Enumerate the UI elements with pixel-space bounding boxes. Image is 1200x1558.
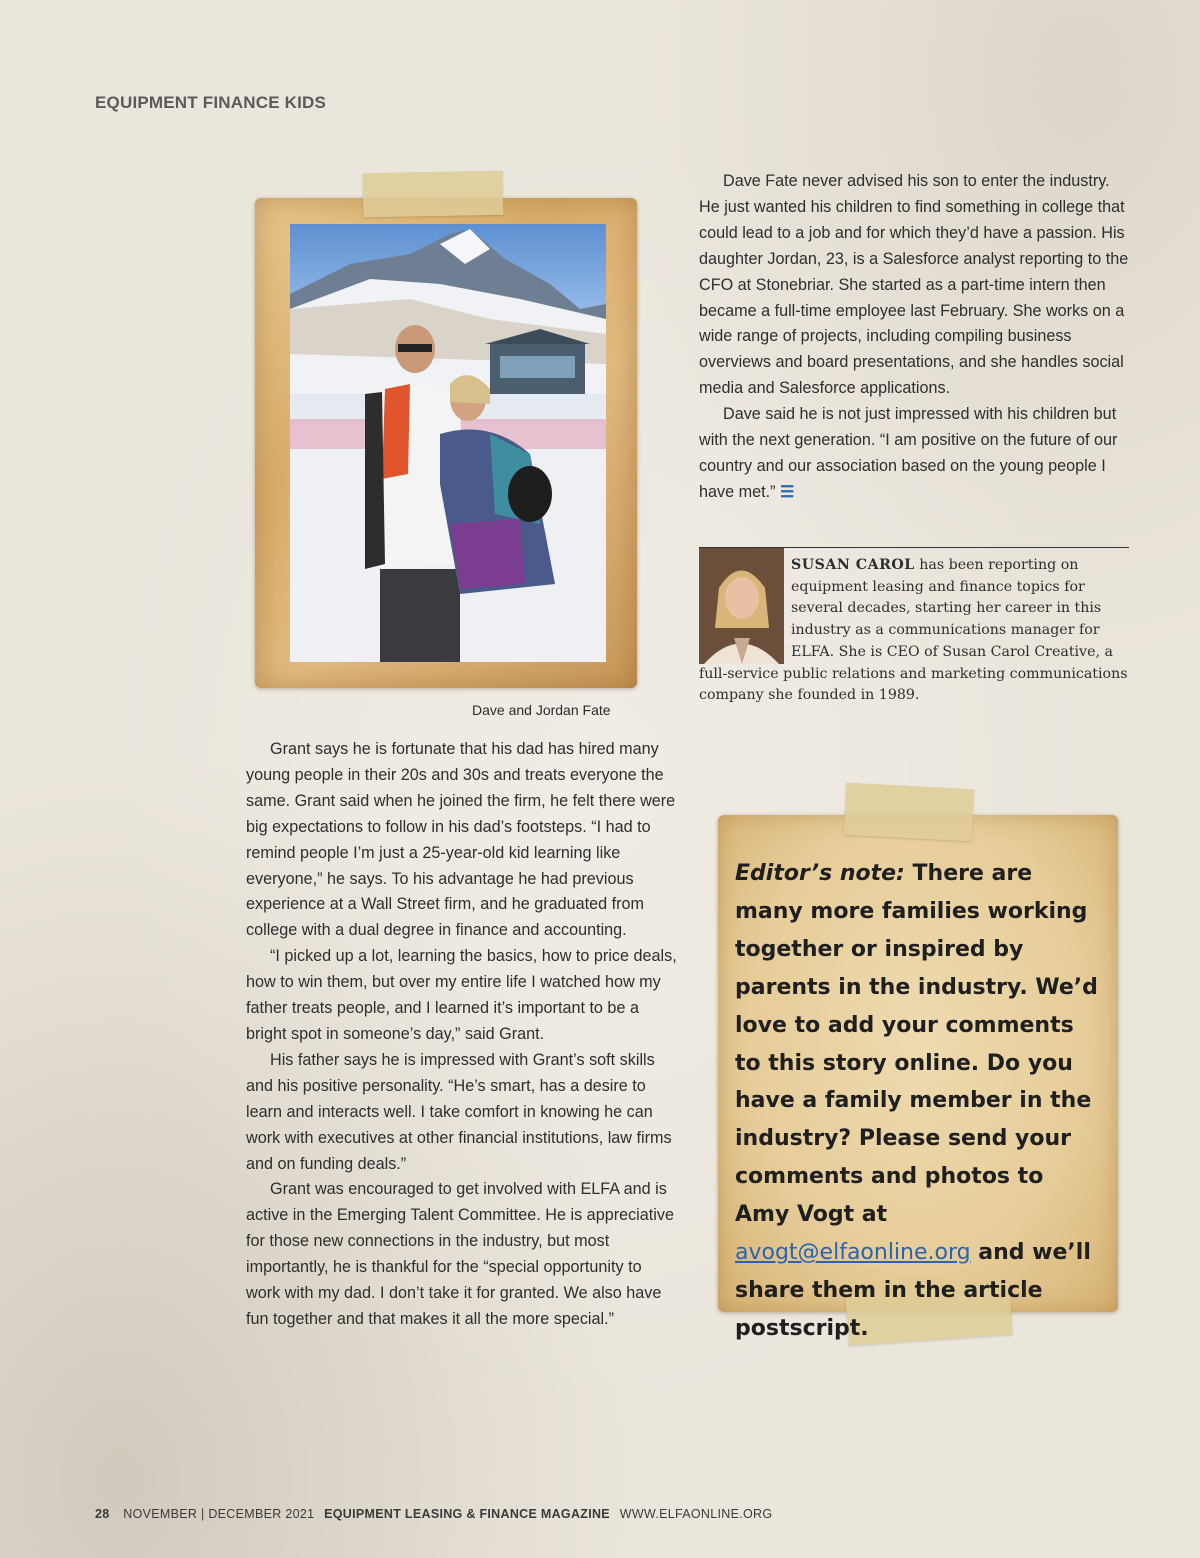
bio-photo-spacer <box>699 555 791 663</box>
section-label: EQUIPMENT FINANCE KIDS <box>95 93 327 112</box>
article-column-right <box>699 169 1129 506</box>
editor-email-link[interactable]: avogt@elfaonline.org <box>735 1240 971 1266</box>
website: WWW.ELFAONLINE.ORG <box>619 1507 773 1521</box>
article-paragraph: His father says he is impressed with Grant’s soft skills and his positive personality. “He’s smart, has a desire to learn and interacts well. I take comfort in knowing he can work with executives at other financial institutions, law firms and on funding deals.” <box>246 1050 672 1173</box>
article-paragraph: Dave Fate never advised his son to enter the industry. He just wanted his children to find something in college that could lead to a job and for which they’d have a passion. His daughter Jordan, 23, is a Salesforce analyst reporting to the CFO at Stonebriar. She started as a part-time intern then became a full-time employee last February. She works on a wide range of projects, including compiling business overviews and board presentations, and she handles social media and Salesforce applications. <box>699 172 1129 398</box>
editor-note-text: There are many more families working together or inspired by parents in the industry. We’d love to add your comments to this story online. Do you have a family member in the industry? Please send your comments and photos to Amy Vogt at <box>735 861 1098 1228</box>
page-number: 28 <box>95 1507 110 1521</box>
page-footer <box>95 1507 772 1521</box>
author-bio <box>699 555 1129 707</box>
magazine-name: EQUIPMENT LEASING & FINANCE MAGAZINE <box>324 1507 610 1521</box>
note-tape-top <box>844 783 975 842</box>
editor-note-label: Editor’s note: <box>735 861 905 886</box>
article-paragraph: “I picked up a lot, learning the basics, how to price deals, how to win them, but over my entire life I watched how my father treats people, and I learned it’s important to be a bright spot in someone’s day,” said Grant. <box>246 947 677 1043</box>
photo-tape <box>363 171 504 217</box>
editor-note <box>735 855 1105 1348</box>
article-paragraph: Grant says he is fortunate that his dad has hired many young people in their 20s and 30s and treats everyone the same. Grant said when he joined the firm, he felt there were big expectations to follow in his dad’s footsteps. “I had to remind people I’m just a 25-year-old kid learning like everyone,” he says. To his advantage he had previous experience at a Wall Street firm, and he graduated from college with a dual degree in finance and accounting. <box>246 740 676 940</box>
author-name: SUSAN CAROL <box>791 557 915 573</box>
issue-date: NOVEMBER | DECEMBER 2021 <box>123 1507 315 1521</box>
photo-caption: Dave and Jordan Fate <box>472 702 611 718</box>
end-mark-icon: ☰ <box>779 482 795 501</box>
photo-dave-and-jordan <box>290 224 606 662</box>
editor-note-text-end: and we’ll share them in the article postscript. <box>735 1240 1091 1341</box>
article-paragraph: Dave said he is not just impressed with his children but with the next generation. “I am positive on the future of our country and our association based on the young people I have met.” ☰ <box>699 405 1118 501</box>
article-paragraph: Grant was encouraged to get involved with ELFA and is active in the Emerging Talent Committee. He is appreciative for those new connections in the industry, but most importantly, he is thankful for the “special opportunity to work with my dad. I don’t take it for granted. We also have fun together and that makes it all the more special.” <box>246 1180 674 1328</box>
article-column-left <box>246 737 678 1333</box>
author-bio-text: has been reporting on equipment leasing and finance topics for several decades, starting her career in this industry as a communications manager for ELFA. She is CEO of Susan Carol Creative, a full-service public relations and marketing communications company she founded in 1989. <box>699 557 1128 704</box>
